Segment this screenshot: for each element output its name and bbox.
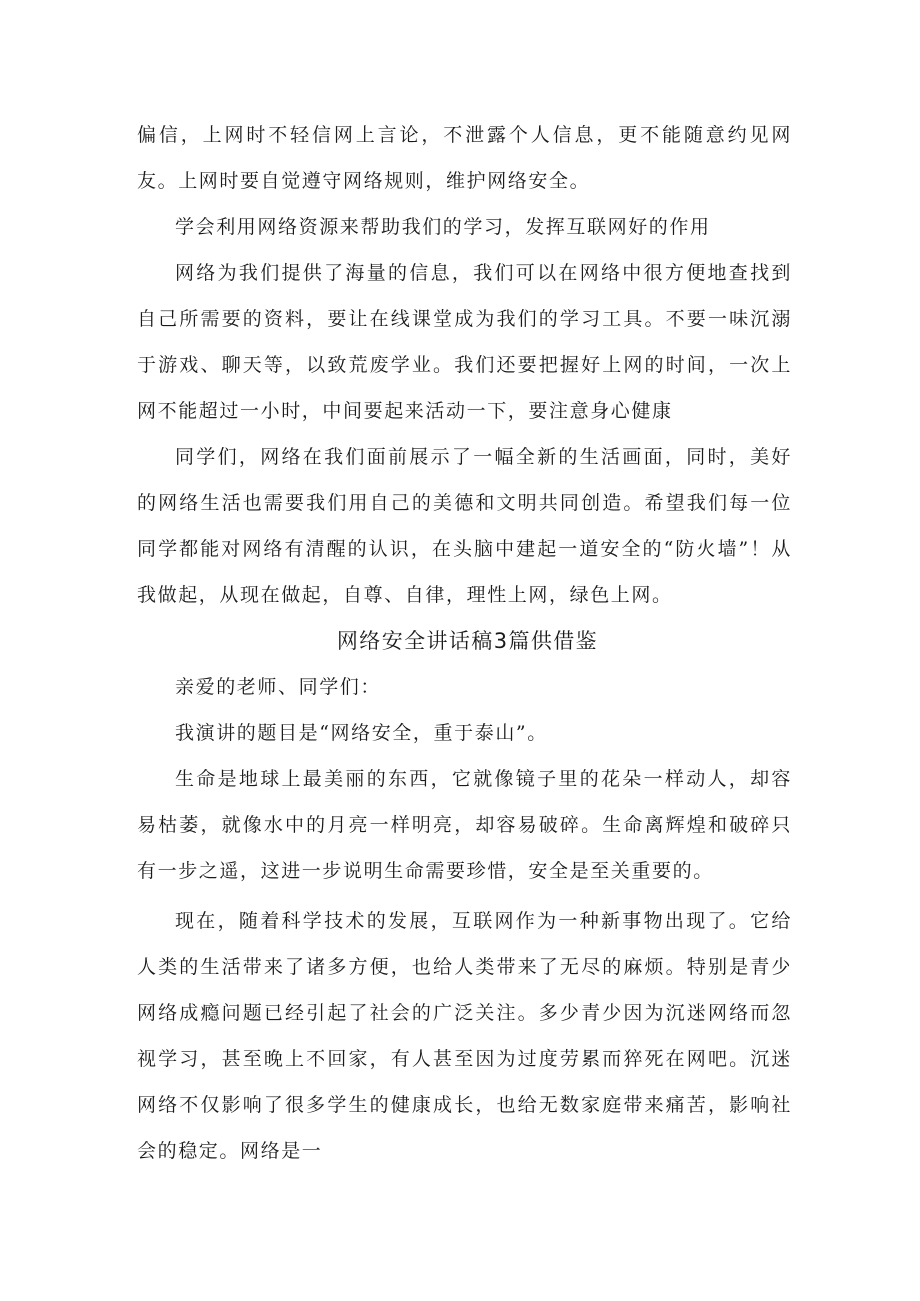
paragraph-internet: 现在，随着科学技术的发展，互联网作为一种新事物出现了。它给人类的生活带来了诸多方便，也给人类带来了无尽的麻烦。特别是青少网络成瘾问题已经引起了社会的广泛关注。多少青少因为沉迷网络而忽视学习，甚至晚上不回家，有人甚至因为过度劳累而猝死在网吧。沉迷网络不仅影响了很多学生的健康成长，也给无数家庭带来痛苦，影响社会的稳定。网络是一 <box>137 910 792 1162</box>
section-title: 网络安全讲话稿3篇供借鉴 <box>336 629 599 653</box>
document-body <box>137 112 792 1174</box>
paragraph-2: 学会利用网络资源来帮助我们的学习，发挥互联网好的作用 <box>175 216 711 238</box>
paragraph-greeting: 亲爱的老师、同学们： <box>175 676 382 698</box>
paragraph-life: 生命是地球上最美丽的东西，它就像镜子里的花朵一样动人，却容易枯萎，就像水中的月亮一样明亮，却容易破碎。生命离辉煌和破碎只有一步之遥，这进一步说明生命需要珍惜，安全是至关重要的。 <box>137 768 792 882</box>
paragraph-speech-topic: 我演讲的题目是“网络安全，重于泰山”。 <box>175 722 548 744</box>
paragraph-4: 同学们，网络在我们面前展示了一幅全新的生活画面，同时，美好的网络生活也需要我们用自己的美德和文明共同创造。希望我们每一位同学都能对网络有清醒的认识，在头脑中建起一道安全的“防火墙”！从我做起，从现在做起，自尊、自律，理性上网，绿色上网。 <box>137 446 792 606</box>
paragraph-3: 网络为我们提供了海量的信息，我们可以在网络中很方便地查找到自己所需要的资料，要让在线课堂成为我们的学习工具。不要一味沉溺于游戏、聊天等，以致荒废学业。我们还要把握好上网的时间，一次上网不能超过一小时，中间要起来活动一下，要注意身心健康 <box>137 262 792 422</box>
paragraph-1: 偏信，上网时不轻信网上言论，不泄露个人信息，更不能随意约见网友。上网时要自觉遵守网络规则，维护网络安全。 <box>137 124 792 192</box>
